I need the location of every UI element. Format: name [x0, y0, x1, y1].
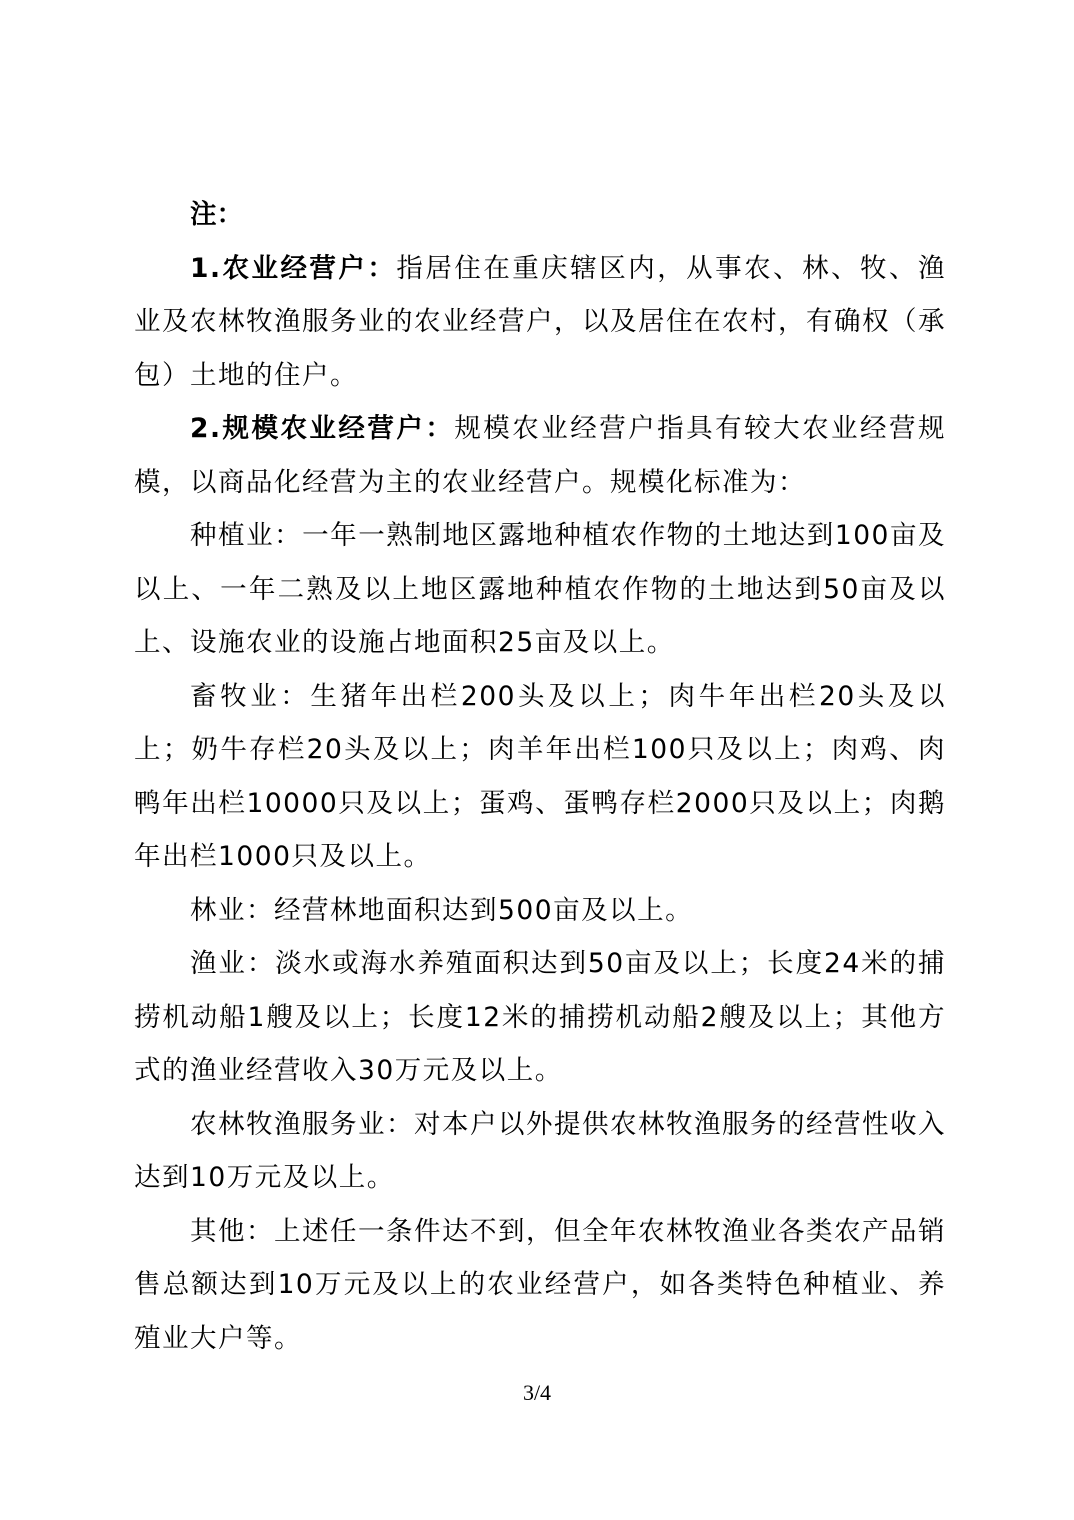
paragraph-animal-husbandry: 畜牧业：生猪年出栏200头及以上；肉牛年出栏20头及以上；奶牛存栏20头及以上；肉羊年出栏100只及以上；肉鸡、肉鸭年出栏10000只及以上；蛋鸡、蛋鸭存栏2000只及以上；肉鹅年出栏1000只及以上。 — [134, 680, 946, 872]
definition-large-scale-operator — [134, 402, 946, 509]
paragraph-agri-services: 农林牧渔服务业：对本户以外提供农林牧渔服务的经营性收入达到10万元及以上。 — [134, 1108, 946, 1193]
paragraph-forestry: 林业：经营林地面积达到500亩及以上。 — [190, 894, 694, 926]
paragraph-other: 其他：上述任一条件达不到，但全年农林牧渔业各类农产品销售总额达到10万元及以上的农业经营户，如各类特色种植业、养殖业大户等。 — [134, 1215, 946, 1354]
definition-text: 指居住在重庆辖区内，从事农、林、牧、渔业及农林牧渔服务业的农业经营户，以及居住在农村，有确权（承包）土地的住户。 — [134, 252, 947, 391]
term-colon: ： — [367, 252, 397, 284]
note-heading: 注： — [190, 199, 243, 230]
paragraph-crop-farming: 种植业：一年一熟制地区露地种植农作物的土地达到100亩及以上、一年二熟及以上地区露地种植农作物的土地达到50亩及以上、设施农业的设施占地面积25亩及以上。 — [134, 520, 946, 658]
term-colon: ： — [425, 413, 455, 444]
term-farm-operator: 1.农业经营户 — [190, 252, 368, 284]
definition-farm-operator — [134, 242, 946, 403]
page-number: 3/4 — [522, 1380, 552, 1405]
paragraph-fishery: 渔业：淡水或海水养殖面积达到50亩及以上；长度24米的捕捞机动船1艘及以上；长度12米的捕捞机动船2艘及以上；其他方式的渔业经营收入30万元及以上。 — [134, 948, 946, 1086]
definition-text: 规模农业经营户指具有较大农业经营规模，以商品化经营为主的农业经营户。规模化标准为： — [134, 413, 946, 498]
term-large-scale-operator: 2.规模农业经营户 — [190, 413, 426, 444]
document-body — [134, 188, 946, 1365]
